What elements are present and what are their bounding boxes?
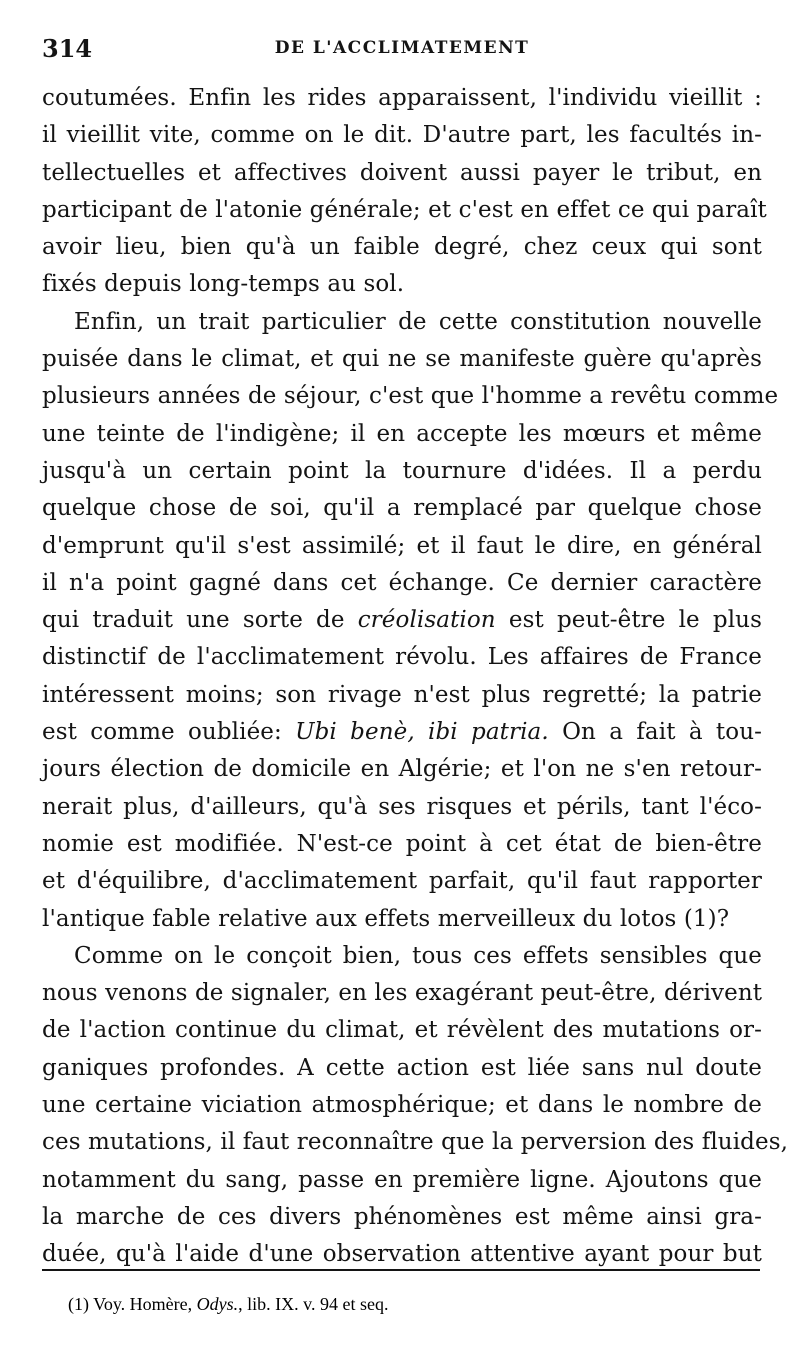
text-line: est comme oubliée: Ubi benè, ibi patria. On a fait à tou-	[42, 719, 762, 746]
text-line: quelque chose de soi, qu'il a remplacé par quelque chose	[42, 495, 762, 522]
running-head	[42, 34, 762, 74]
text-line: une certaine viciation atmosphérique; et dans le nombre de	[42, 1092, 762, 1119]
text-line: l'antique fable relative aux effets merveilleux du lotos (1)?	[42, 905, 730, 932]
text-line: il n'a point gagné dans cet échange. Ce dernier caractère	[42, 569, 762, 596]
text-line: Comme on le conçoit bien, tous ces effets sensibles que	[74, 942, 762, 969]
text-line: distinctif de l'acclimatement révolu. Les affaires de France	[42, 644, 762, 671]
text-line: la marche de ces divers phénomènes est même ainsi gra-	[42, 1203, 762, 1230]
paragraph	[42, 304, 779, 938]
text-line: ganiques profondes. A cette action est liée sans nul doute	[42, 1054, 762, 1081]
text-line: qui traduit une sorte de créolisation est peut-être le plus	[42, 607, 762, 634]
running-title: DE L'ACCLIMATEMENT	[274, 38, 530, 58]
body-text	[42, 80, 789, 1274]
text-line: nomie est modifiée. N'est-ce point à cet état de bien-être	[42, 830, 762, 857]
text-line: de l'action continue du climat, et révèlent des mutations or-	[42, 1017, 762, 1044]
text-line: notamment du sang, passe en première ligne. Ajoutons que	[42, 1166, 762, 1193]
text-line: intéressent moins; son rivage n'est plus regretté; la patrie	[42, 681, 762, 708]
paragraph	[42, 80, 767, 304]
text-line: coutumées. Enfin les rides apparaissent, l'individu vieillit :	[42, 85, 762, 111]
text-line: plusieurs années de séjour, c'est que l'homme a revêtu comme	[42, 383, 779, 410]
text-line: fixés depuis long-temps au sol.	[42, 271, 405, 298]
text-line: jusqu'à un certain point la tournure d'idées. Il a perdu	[42, 457, 762, 484]
text-line: Enfin, un trait particulier de cette constitution nouvelle	[74, 308, 762, 335]
footnote-rule	[42, 1269, 760, 1271]
page-number: 314	[42, 34, 93, 63]
text-line: nous venons de signaler, en les exagérant peut-être, dérivent	[42, 980, 763, 1007]
text-line: d'emprunt qu'il s'est assimilé; et il faut le dire, en général	[42, 532, 762, 559]
text-line: tellectuelles et affectives doivent aussi payer le tribut, en	[42, 159, 762, 186]
text-line: duée, qu'à l'aide d'une observation attentive ayant pour but	[42, 1241, 762, 1268]
text-line: une teinte de l'indigène; il en accepte les mœurs et même	[42, 420, 762, 447]
text-line: ces mutations, il faut reconnaître que la perversion des fluides,	[42, 1129, 789, 1156]
text-line: il vieillit vite, comme on le dit. D'autre part, les facultés in-	[42, 122, 762, 149]
text-line: et d'équilibre, d'acclimatement parfait, qu'il faut rapporter	[42, 868, 762, 895]
text-line: avoir lieu, bien qu'à un faible degré, chez ceux qui sont	[42, 234, 762, 261]
text-line: nerait plus, d'ailleurs, qu'à ses risques et périls, tant l'éco-	[42, 793, 762, 820]
text-line: jours élection de domicile en Algérie; et l'on ne s'en retour-	[42, 756, 762, 783]
text-line: participant de l'atonie générale; et c'est en effet ce qui paraît	[42, 196, 767, 223]
paragraph	[42, 938, 789, 1274]
text-line: puisée dans le climat, et qui ne se manifeste guère qu'après	[42, 346, 762, 373]
footnote: (1) Voy. Homère, Odys., lib. IX. v. 94 et seq.	[68, 1294, 389, 1314]
